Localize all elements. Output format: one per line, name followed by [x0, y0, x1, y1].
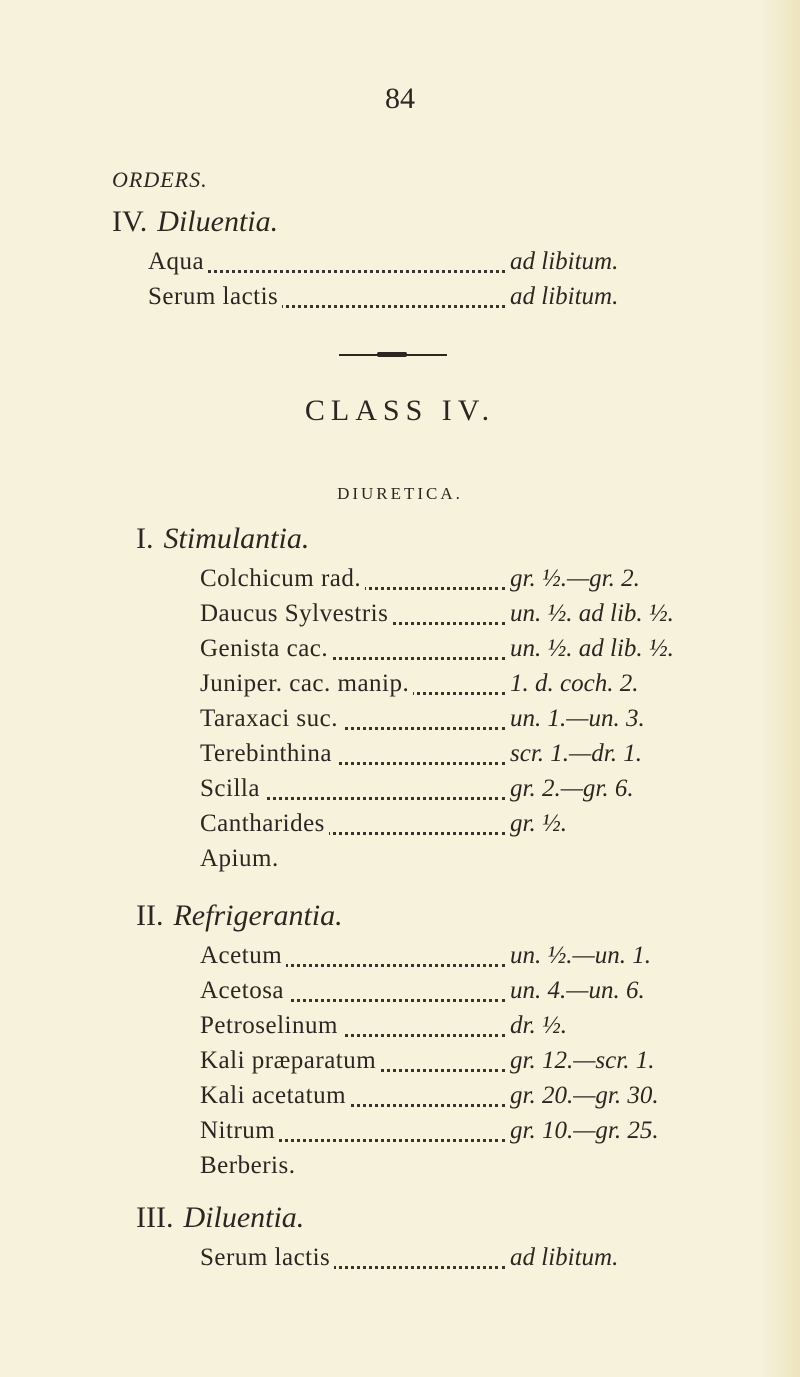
item-name: Aqua — [148, 248, 208, 275]
item-dose: ad libitum. — [510, 1244, 619, 1271]
list-item — [0, 1152, 800, 1186]
item-name: Kali acetatum — [200, 1082, 350, 1109]
list-item — [0, 635, 800, 669]
section-title: Stimulantia. — [163, 522, 310, 555]
list-item — [0, 810, 800, 844]
list-item — [0, 977, 800, 1011]
item-name: Cantharides — [200, 810, 329, 837]
item-dose: un. ½.—un. 1. — [510, 942, 651, 969]
item-dose: dr. ½. — [510, 1012, 567, 1039]
item-dose: un. ½. ad lib. ½. — [510, 635, 674, 662]
item-dose: un. 4.—un. 6. — [510, 977, 645, 1004]
item-name: Berberis. — [200, 1152, 299, 1179]
item-name: Serum lactis — [200, 1244, 334, 1271]
list-item — [0, 565, 800, 599]
item-name: Apium. — [200, 845, 283, 872]
item-name: Nitrum — [200, 1117, 279, 1144]
divider-rule — [339, 354, 447, 356]
class-heading: CLASS IV. — [304, 394, 496, 427]
item-dose: gr. 20.—gr. 30. — [510, 1082, 659, 1109]
item-dose: gr. ½.—gr. 2. — [510, 565, 640, 592]
section-heading-iii — [136, 1201, 304, 1235]
item-dose: ad libitum. — [510, 283, 619, 310]
page-edge-shading — [760, 0, 800, 1377]
item-dose: scr. 1.—dr. 1. — [510, 740, 642, 767]
list-item — [0, 775, 800, 809]
list-item — [0, 1117, 800, 1151]
section-title: Diluentia. — [183, 1201, 305, 1234]
item-dose: gr. ½. — [510, 810, 567, 837]
item-name: Serum lactis — [148, 283, 282, 310]
section-number: III. — [136, 1201, 174, 1234]
list-item — [0, 1244, 800, 1278]
item-name: Acetum — [200, 942, 286, 969]
section-heading-i — [136, 522, 309, 556]
class-subheading: DIURETICA. — [337, 484, 463, 503]
section-number: I. — [136, 522, 154, 555]
section-number: IV. — [112, 205, 148, 238]
list-item — [0, 600, 800, 634]
running-head: ORDERS. — [112, 167, 208, 192]
item-dose: gr. 10.—gr. 25. — [510, 1117, 659, 1144]
item-dose: gr. 12.—scr. 1. — [510, 1047, 655, 1074]
item-dose: un. 1.—un. 3. — [510, 705, 645, 732]
list-item — [0, 845, 800, 879]
section-heading-iv — [112, 205, 278, 239]
section-number: II. — [136, 899, 164, 932]
item-name: Scilla — [200, 775, 264, 802]
item-dose: un. ½. ad lib. ½. — [510, 600, 674, 627]
list-item — [0, 942, 800, 976]
list-item — [0, 283, 800, 317]
item-name: Colchicum rad. — [200, 565, 365, 592]
list-item — [0, 705, 800, 739]
item-name: Genista cac. — [200, 635, 332, 662]
item-dose: gr. 2.—gr. 6. — [510, 775, 634, 802]
item-name: Terebinthina — [200, 740, 336, 767]
item-name: Taraxaci suc. — [200, 705, 342, 732]
section-heading-ii — [136, 899, 343, 933]
list-item — [0, 1012, 800, 1046]
section-title: Refrigerantia. — [173, 899, 343, 932]
item-name: Kali præparatum — [200, 1047, 380, 1074]
list-item — [0, 1082, 800, 1116]
list-item — [0, 1047, 800, 1081]
item-name: Juniper. cac. manip. — [200, 670, 413, 697]
list-item — [0, 248, 800, 282]
item-name: Petroselinum — [200, 1012, 342, 1039]
page-number: 84 — [385, 82, 415, 115]
list-item — [0, 740, 800, 774]
item-dose: 1. d. coch. 2. — [510, 670, 639, 697]
item-name: Acetosa — [200, 977, 288, 1004]
list-item — [0, 670, 800, 704]
item-name: Daucus Sylvestris — [200, 600, 392, 627]
item-dose: ad libitum. — [510, 248, 619, 275]
section-title: Diluentia. — [157, 205, 279, 238]
